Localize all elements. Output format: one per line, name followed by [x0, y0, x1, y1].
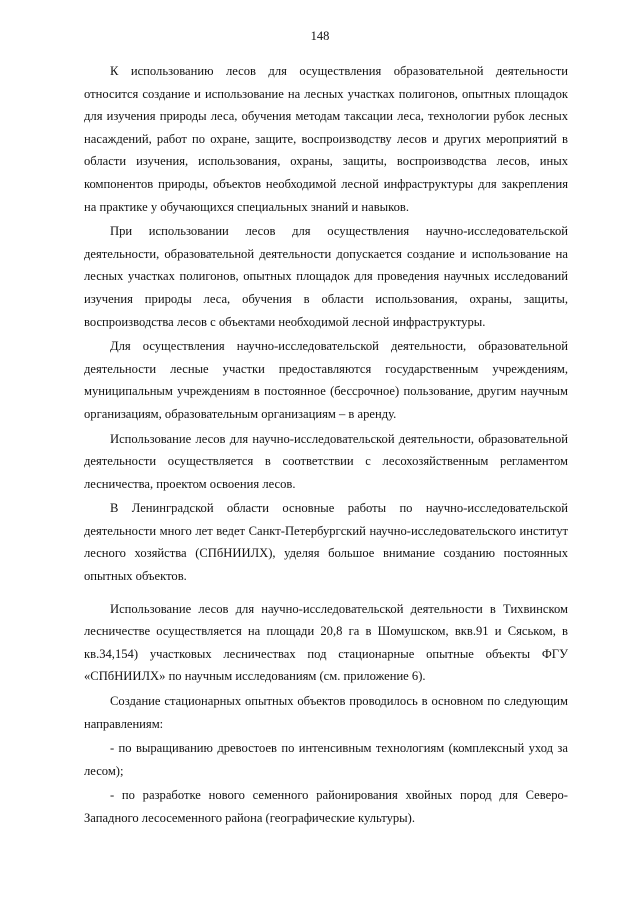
paragraph-regulations: Использование лесов для научно-исследовательской деятельности, образовательной деятельности осуществляется в соответствии с лесохозяйственным регламентом лесничества, проектом освоения лесов.: [84, 431, 568, 491]
paragraph-education-use: К использованию лесов для осуществления образовательной деятельности относится создание и использование на лесных участках полигонов, опытных площадок для изучения природы леса, обучения методам таксации леса, технологии рубок лесных насаждений, работ по охране, защите, воспроизводству лесов и других мероприятий в области изучения, использования, охраны, защиты, воспроизводства лесов, иных компонентов природы, объектов необходимой лесной инфраструктуры для закрепления на практике у обучающихся специальных знаний и навыков.: [84, 64, 568, 214]
paragraph-tikhvin: Использование лесов для научно-исследовательской деятельности в Тихвинском лесничестве осуществляется на площади 20,8 га в Шомушском, вкв.91 и Сяськом, в кв.34,154) участковых лесничествах под стационарные опытные объекты ФГУ «СПбНИИЛХ» по научным исследованиям (см. приложение 6).: [84, 601, 568, 684]
paragraph-research-use: При использовании лесов для осуществления научно-исследовательской деятельности, образовательной деятельности допускается создание и использование на лесных участках полигонов, опытных площадок для проведения научных исследований изучения природы леса, обучения в области использования, охраны, защиты, воспроизводства лесов с объектами необходимой лесной инфраструктуры.: [84, 224, 568, 329]
page-number: 148: [310, 29, 330, 43]
paragraph-leningrad-region: В Ленинградской области основные работы по научно-исследовательской деятельности много лет ведет Санкт-Петербургский научно-исследовательского институт лесного хозяйства (СПбНИИЛХ), уделяя большое внимание созданию постоянных опытных объектов.: [84, 501, 568, 584]
paragraph-land-provision: Для осуществления научно-исследовательской деятельности, образовательной деятельности лесные участки предоставляются государственным учреждениям, муниципальным учреждениям в постоянное (бессрочное) пользование, другим научным организациям, образовательным организациям – в аренду.: [84, 339, 568, 421]
list-item-intensive: - по выращиванию древостоев по интенсивным технологиям (комплексный уход за лесом);: [84, 741, 568, 778]
paragraph-directions: Создание стационарных опытных объектов проводилось в основном по следующим направлениям:: [84, 694, 568, 731]
body-text: [84, 60, 568, 830]
list-item-seed-zoning: - по разработке нового семенного районирования хвойных пород для Северо- Западного лесосеменного района (географические культуры).: [84, 788, 568, 825]
